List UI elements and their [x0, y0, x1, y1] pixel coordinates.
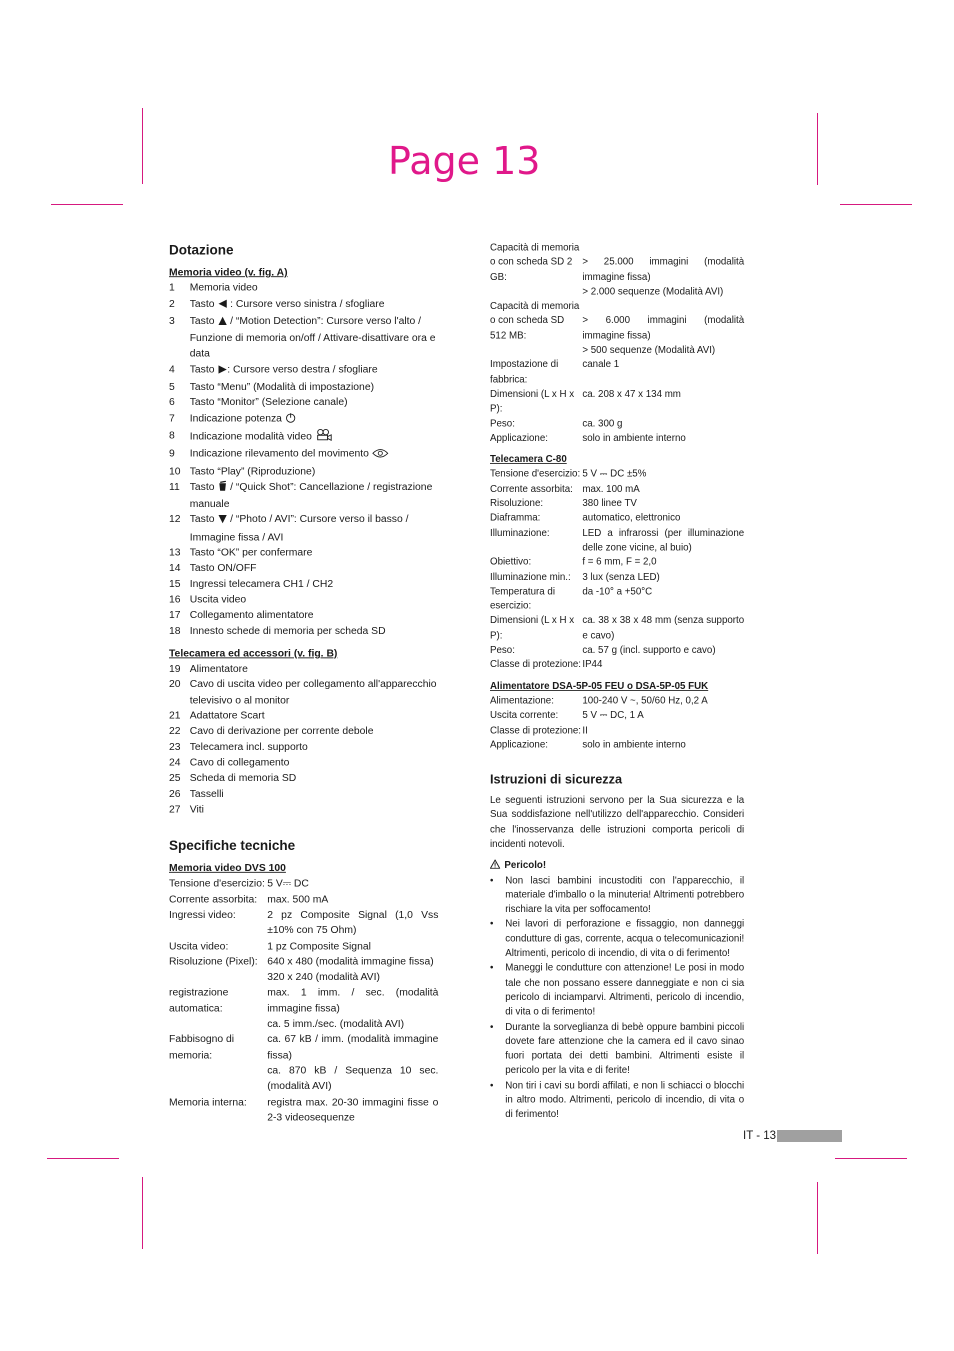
spec-row — [490, 482, 744, 497]
spec-key: Tensione d'esercizio: — [490, 469, 581, 480]
telecamera-list-item — [169, 709, 438, 725]
spec-key: registrazione automatica: — [169, 987, 229, 1015]
item-number: 5 — [169, 381, 175, 393]
dotazione-heading: Dotazione — [169, 242, 234, 259]
spec-value: > 25.000 immagini (modalità immagine fissa) — [582, 257, 745, 283]
spec-key: Illuminazione: — [490, 527, 550, 539]
spec-key: Uscita video: — [169, 940, 229, 952]
memoria-list-item — [169, 546, 438, 562]
item-number: 8 — [169, 430, 175, 442]
safety-heading: Istruzioni di sicurezza — [490, 772, 623, 787]
item-label: Telecamera incl. supporto — [189, 741, 308, 753]
spec-row — [490, 570, 744, 585]
item-text — [190, 546, 439, 562]
spec-row — [490, 432, 744, 447]
item-number: 21 — [169, 710, 181, 722]
spec-row — [490, 614, 744, 643]
bullet-text: Non lasci bambini incustoditi con l'apparecchio, il materiale d'imballo o la minuteria! Altrimenti potrebbero rischiare la vita per soffocamento! — [505, 875, 745, 915]
spec-key: Capacità di memoria — [490, 301, 580, 312]
spec-row — [490, 497, 744, 512]
footer-page-label: IT - 13 — [743, 1130, 777, 1142]
spec-key: Risoluzione (Pixel): — [169, 956, 258, 968]
item-text — [190, 678, 439, 709]
crop-mark — [142, 1177, 143, 1249]
left-triangle-icon — [217, 298, 227, 314]
item-text — [190, 281, 439, 297]
spec-row — [490, 556, 744, 571]
memoria-list-item — [169, 624, 438, 640]
spec-key: Applicazione: — [490, 739, 548, 751]
spec-value: solo in ambiente interno — [582, 739, 686, 751]
spec-key: o con scheda SD 512 MB: — [490, 315, 565, 341]
item-text — [190, 624, 439, 640]
item-label: Indicazione potenza — [189, 412, 285, 424]
up-triangle-icon — [217, 316, 227, 332]
telecamera-accessori-list — [169, 662, 438, 818]
memoria-list-item — [169, 464, 438, 480]
spec-key: Risoluzione: — [490, 498, 544, 509]
item-label: Scheda di memoria SD — [189, 772, 297, 784]
footer-bar — [777, 1130, 842, 1142]
item-text — [190, 513, 439, 546]
item-label: : Cursore verso destra / sfogliare — [227, 364, 378, 376]
item-text — [190, 787, 439, 803]
spec-value: da -10° a +50°C — [582, 586, 653, 597]
spec-value: 380 linee TV — [582, 498, 637, 509]
safety-bullet-list — [490, 874, 744, 1123]
right-column — [490, 241, 744, 1123]
memoria-video-heading: Memoria video (v. fig. A) — [169, 267, 288, 279]
item-number: 11 — [169, 481, 180, 493]
spec-value: > 500 sequenze (Modalità AVI) — [582, 345, 716, 356]
item-text — [190, 740, 439, 756]
bullet-dot: • — [490, 963, 494, 974]
item-text — [190, 464, 439, 480]
item-number: 22 — [169, 726, 181, 737]
item-text — [190, 592, 439, 608]
item-number: 23 — [169, 741, 181, 753]
spec-row — [490, 241, 744, 256]
item-label: Alimentatore — [189, 663, 248, 675]
spec-row — [490, 643, 744, 658]
item-label: / “Motion Detection”: Cursore verso l'alto / Funzione di memoria on/off / Attivare-disattivare ora e data — [189, 315, 436, 360]
item-prefix: Tasto — [189, 514, 218, 526]
spec-value — [582, 300, 744, 315]
telecamera-list-item — [169, 724, 438, 740]
down-triangle-icon — [217, 515, 227, 531]
item-text — [190, 447, 439, 464]
right-triangle-icon — [217, 364, 227, 380]
item-label: Innesto schede di memoria per scheda SD — [189, 625, 386, 637]
bullet-dot: • — [490, 919, 494, 930]
item-text — [190, 771, 439, 787]
spec-value: max. 1 imm. / sec. (modalità immagine fissa) ca. 5 imm./sec. (modalità AVI) — [267, 987, 439, 1030]
telecamera-list-item — [169, 787, 438, 803]
item-number: 19 — [169, 663, 181, 675]
memoria-list-item — [169, 480, 438, 513]
spec-key: Dimensioni (L x H x P): — [490, 615, 575, 641]
spec-key: Peso: — [490, 418, 515, 429]
telecamera-list-item — [169, 771, 438, 787]
item-label: Tasto ON/OFF — [189, 563, 257, 574]
item-prefix: Tasto — [189, 481, 218, 493]
spec-value: > 2.000 sequenze (Modalità AVI) — [582, 286, 724, 297]
item-number: 20 — [169, 679, 181, 691]
c80-spec-table — [490, 468, 744, 673]
spec-key: Alimentazione: — [490, 695, 554, 707]
spec-key: Classe di protezione: — [490, 659, 582, 670]
spec-value: ca. 57 g (incl. supporto e cavo) — [582, 645, 716, 656]
spec-value — [582, 241, 744, 256]
item-text — [190, 709, 439, 725]
item-label: Adattatore Scart — [189, 710, 265, 722]
spec-key: Classe di protezione: — [490, 725, 582, 736]
spec-key: Corrente assorbita: — [490, 483, 573, 495]
spec-row — [169, 1095, 438, 1126]
item-number: 4 — [169, 364, 175, 376]
item-text — [190, 428, 439, 446]
item-number: 24 — [169, 757, 181, 769]
specifiche-heading: Specifiche tecniche — [169, 838, 296, 854]
spec-value: > 6.000 immagini (modalità immagine fissa) — [582, 315, 745, 341]
item-text — [190, 480, 439, 513]
psu-spec-table — [490, 694, 744, 753]
item-text — [190, 314, 439, 363]
spec-row — [169, 986, 438, 1033]
item-text — [190, 608, 439, 624]
item-label: Tasto “Monitor” (Selezione canale) — [189, 397, 348, 409]
spec-row — [490, 468, 744, 483]
spec-value: 100-240 V ~, 50/60 Hz, 0,2 A — [582, 695, 708, 707]
memoria-list-item — [169, 561, 438, 577]
item-label: Tasto “Menu” (Modalità di impostazione) — [189, 381, 375, 393]
bullet-dot: • — [490, 1080, 494, 1091]
spec-key: Temperatura di esercizio: — [490, 586, 556, 612]
memoria-list-item — [169, 608, 438, 624]
spec-row — [169, 892, 438, 908]
item-label: Tasto “OK” per confermare — [189, 547, 313, 559]
c80-heading: Telecamera C-80 — [490, 454, 567, 465]
item-label: Cavo di collegamento — [189, 757, 290, 769]
spec-row — [490, 585, 744, 614]
item-number: 17 — [169, 609, 181, 621]
crop-mark — [47, 1158, 119, 1159]
item-number: 3 — [169, 315, 175, 327]
spec-value: 5 V ⎓ DC ±5% — [582, 469, 647, 480]
spec-row — [490, 300, 744, 315]
memoria-list-item — [169, 396, 438, 412]
item-text — [190, 411, 439, 428]
spec-row — [169, 955, 438, 986]
spec-key: Applicazione: — [490, 433, 548, 444]
memoria-list-item — [169, 447, 438, 464]
power-icon — [285, 412, 296, 428]
item-number: 13 — [169, 547, 181, 559]
spec-key: Ingressi video: — [169, 909, 236, 921]
item-label: Memoria video — [189, 282, 258, 294]
telecamera-list-item — [169, 756, 438, 772]
spec-value: 2 pz Composite Signal (1,0 Vss ±10% con 75 Ohm) — [267, 909, 439, 937]
spec-row — [490, 709, 744, 724]
memoria-list-item — [169, 513, 438, 546]
spec-row — [490, 388, 744, 417]
spec-key — [490, 344, 582, 359]
bullet-text: Maneggi le condutture con attenzione! Le posi in modo tale che non possano essere danneggiate e non ci sia pericolo di inciamparvi. Altrimenti, pericolo di incendio, di vita o di ferimento! — [505, 963, 745, 1018]
memoria-list-item — [169, 592, 438, 608]
crop-mark — [817, 1182, 818, 1254]
bullet-text: Nei lavori di perforazione e fissaggio, non danneggi condutture di gas, corrente, acqua o telecomunicazioni! Altrimenti, pericolo di incendio, di vita o di ferimento! — [505, 919, 745, 959]
spec-row — [490, 285, 744, 300]
bullet-text: Durante la sorveglianza di bebè oppure bambini piccoli dovete fare attenzione che la camera ed il cavo sinao fuori portata dei detti bambini. Altrimenti esiste il pericolo per la vita e di ferite! — [505, 1021, 745, 1076]
spec-row — [490, 526, 744, 555]
spec-row — [169, 877, 438, 893]
safety-bullet — [490, 918, 744, 962]
spec-key — [490, 285, 582, 300]
spec-key: Illuminazione min.: — [490, 571, 571, 583]
spec-key: Impostazione di fabbrica: — [490, 359, 559, 385]
spec-row — [490, 417, 744, 432]
spec-value: 1 pz Composite Signal — [267, 940, 371, 952]
memoria-list-item — [169, 281, 438, 297]
safety-bullet — [490, 1020, 744, 1079]
spec-value: LED a infrarossi (per illuminazione delle zone vicine, al buio) — [582, 527, 745, 553]
safety-bullet — [490, 962, 744, 1021]
spec-key: Tensione d'esercizio: — [169, 878, 265, 890]
item-text — [190, 561, 439, 577]
spec-value: 640 x 480 (modalità immagine fissa) 320 x 240 (modalità AVI) — [267, 956, 434, 983]
item-label: Cavo di derivazione per corrente debole — [189, 726, 374, 737]
spec-row — [490, 358, 744, 387]
item-number: 25 — [169, 772, 181, 784]
telecamera-list-item — [169, 740, 438, 756]
crop-mark — [835, 1158, 907, 1159]
item-text — [190, 756, 439, 772]
item-label: Indicazione rilevamento del movimento — [189, 448, 372, 460]
spec-value: max. 100 mA — [582, 483, 640, 495]
spec-row — [490, 658, 744, 673]
item-label: Tasto “Play” (Riproduzione) — [189, 465, 316, 477]
spec-row — [490, 694, 744, 709]
item-label: Collegamento alimentatore — [189, 609, 314, 621]
bullet-text: Non tiri i cavi su bordi affilati, e non li schiacci o blocchi in altro modo. Altrimenti, pericolo di incendio, di vita o di ferimento! — [505, 1080, 745, 1120]
danger-label: Pericolo! — [504, 860, 547, 871]
spec-value: 5 V⎓ DC — [267, 878, 309, 890]
item-label: Ingressi telecamera CH1 / CH2 — [189, 578, 334, 590]
danger-label-row — [490, 859, 744, 874]
capacity-spec-table — [490, 241, 744, 446]
spec-row — [490, 738, 744, 753]
item-number: 27 — [169, 804, 181, 815]
telecamera-list-item — [169, 678, 438, 709]
spec-row — [169, 1033, 438, 1095]
item-number: 14 — [169, 563, 181, 574]
item-label: / “Photo / AVI”: Cursore verso il basso / Immagine fissa / AVI — [189, 514, 409, 543]
item-number: 2 — [169, 298, 175, 310]
eye-icon — [372, 449, 389, 465]
spec-value: max. 500 mA — [267, 894, 329, 905]
item-number: 1 — [169, 282, 175, 294]
spec-row — [169, 908, 438, 939]
item-label: Viti — [189, 804, 204, 815]
spec-value: ca. 300 g — [582, 418, 623, 429]
memoria-video-list — [169, 281, 438, 639]
trash-icon — [217, 481, 227, 497]
telecamera-list-item — [169, 802, 438, 818]
telecamera-list-item — [169, 662, 438, 678]
warning-icon — [490, 860, 500, 869]
item-number: 16 — [169, 594, 181, 606]
item-number: 9 — [169, 448, 175, 460]
spec-value: f = 6 mm, F = 2,0 — [582, 557, 657, 568]
item-number: 15 — [169, 578, 181, 590]
item-text — [190, 297, 439, 314]
memoria-list-item — [169, 411, 438, 428]
memoria-list-item — [169, 577, 438, 593]
spec-value: IP44 — [582, 659, 603, 670]
spec-value: ca. 38 x 38 x 48 mm (senza supporto e cavo) — [582, 615, 745, 641]
spec-value: ca. 67 kB / imm. (modalità immagine fissa) ca. 870 kB / Sequenza 10 sec. (modalità AVI) — [267, 1034, 439, 1092]
item-text — [190, 380, 439, 396]
item-label: Tasselli — [189, 788, 224, 800]
item-label: Indicazione modalità video — [189, 431, 315, 443]
spec-key: Corrente assorbita: — [169, 894, 258, 905]
spec-row — [490, 344, 744, 359]
spec-value: registra max. 20-30 immagini fisse o 2-3 videosequenze — [267, 1096, 439, 1124]
item-text — [190, 662, 439, 678]
spec-value: ca. 208 x 47 x 134 mm — [582, 389, 681, 400]
left-column — [169, 242, 438, 1126]
spec-key: Dimensioni (L x H x P): — [490, 389, 575, 415]
spec-key: Peso: — [490, 645, 515, 656]
telecamera-accessori-heading: Telecamera ed accessori (v. fig. B) — [169, 648, 338, 660]
spec-value: automatico, elettronico — [582, 513, 681, 524]
spec-value: 5 V ⎓ DC, 1 A — [582, 710, 644, 721]
spec-key: Fabbisogno di memoria: — [169, 1034, 235, 1061]
spec-value: II — [582, 725, 588, 736]
item-text — [190, 724, 439, 740]
spec-value: solo in ambiente interno — [582, 433, 686, 444]
spec-row — [169, 939, 438, 955]
item-text — [190, 802, 439, 818]
item-text — [190, 396, 439, 412]
item-text — [190, 363, 439, 380]
spec-key: Diaframma: — [490, 513, 541, 524]
spec-key: Obiettivo: — [490, 557, 532, 568]
item-label: / “Quick Shot”: Cancellazione / registrazione manuale — [189, 481, 433, 510]
spec-key: Capacità di memoria — [490, 242, 580, 253]
crop-mark — [142, 108, 143, 184]
page-title: Page 13 — [388, 139, 541, 183]
crop-mark — [817, 113, 818, 185]
spec-row — [490, 724, 744, 739]
spec-row — [490, 256, 744, 285]
memoria-list-item — [169, 314, 438, 363]
memoria-list-item — [169, 297, 438, 314]
safety-bullet — [490, 1079, 744, 1123]
item-label: : Cursore verso sinistra / sfogliare — [227, 298, 385, 310]
item-text — [190, 577, 439, 593]
spec-row — [490, 512, 744, 527]
spec-row — [490, 314, 744, 343]
bullet-dot: • — [490, 1021, 494, 1032]
safety-intro: Le seguenti istruzioni servono per la Sua sicurezza e la Sua soddisfazione nell'utilizzo dell'apparecchio. Consideri che l'inosservanza delle istruzioni comporta pericoli di incidenti notevoli. — [490, 795, 745, 850]
dvs100-heading: Memoria video DVS 100 — [169, 862, 286, 874]
crop-mark — [51, 204, 123, 205]
item-number: 12 — [169, 514, 181, 526]
camera-icon — [315, 428, 333, 446]
psu-heading: Alimentatore DSA-5P-05 FEU o DSA-5P-05 FUK — [490, 681, 709, 692]
crop-mark — [840, 204, 912, 205]
item-number: 10 — [169, 465, 181, 477]
item-prefix: Tasto — [189, 364, 218, 376]
spec-value: 3 lux (senza LED) — [582, 571, 660, 583]
item-prefix: Tasto — [189, 298, 218, 310]
item-prefix: Tasto — [189, 315, 218, 327]
item-label: Cavo di uscita video per collegamento all'apparecchio televisivo o al monitor — [189, 679, 437, 706]
safety-bullet — [490, 874, 744, 918]
item-number: 7 — [169, 412, 175, 424]
item-label: Uscita video — [189, 594, 247, 606]
item-number: 18 — [169, 625, 181, 637]
spec-key: Uscita corrente: — [490, 710, 559, 721]
spec-value: canale 1 — [582, 359, 620, 371]
spec-key: o con scheda SD 2 GB: — [490, 257, 573, 283]
memoria-list-item — [169, 428, 438, 446]
spec-key: Memoria interna: — [169, 1096, 247, 1108]
item-number: 26 — [169, 788, 181, 800]
memoria-list-item — [169, 363, 438, 380]
bullet-dot: • — [490, 875, 494, 886]
item-number: 6 — [169, 397, 175, 409]
dvs100-spec-table — [169, 877, 438, 1126]
memoria-list-item — [169, 380, 438, 396]
